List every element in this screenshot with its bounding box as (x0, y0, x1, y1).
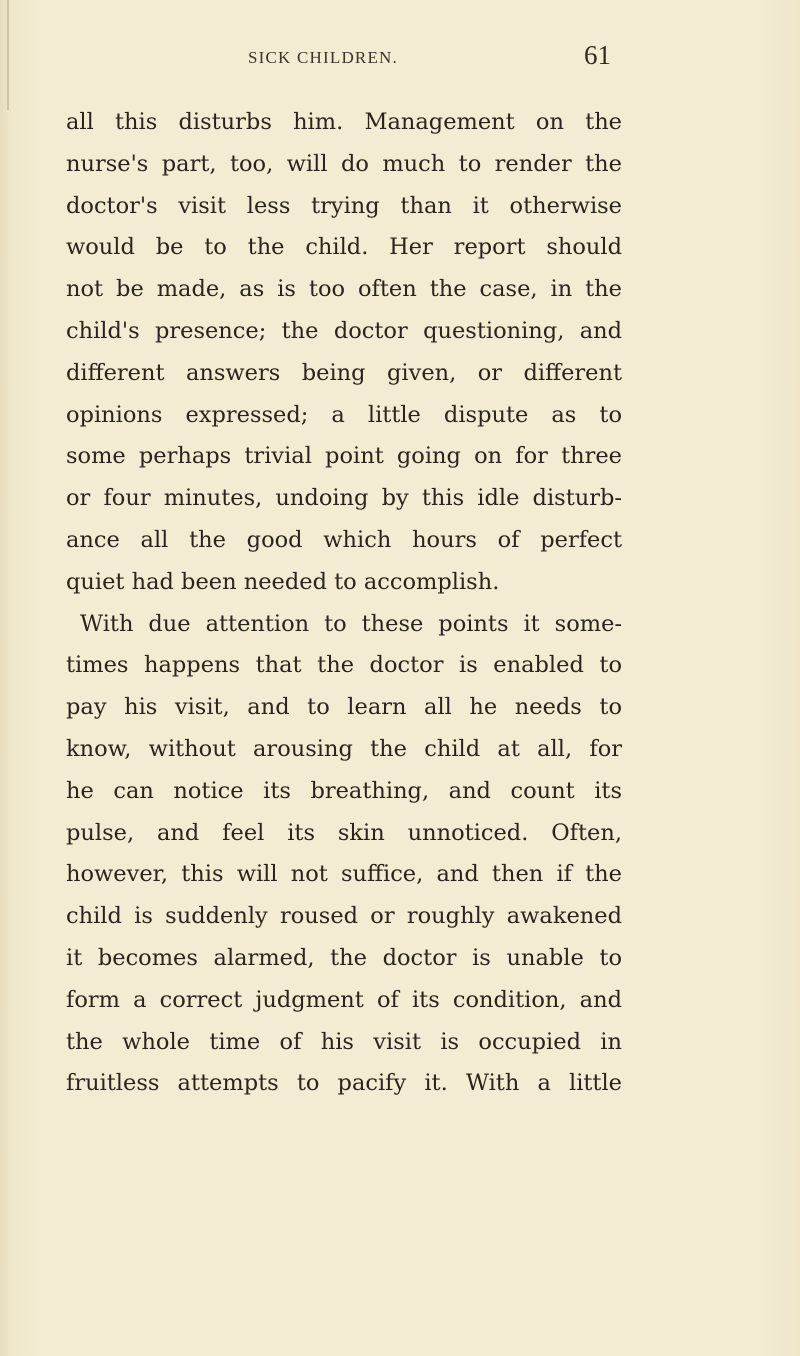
text-line: child is suddenly roused or roughly awakened (66, 903, 622, 930)
text-line: doctor's visit less trying than it otherwise (66, 192, 622, 219)
text-line: it becomes alarmed, the doctor is unable to (66, 944, 622, 971)
text-line: child's presence; the doctor questioning, and (66, 317, 622, 344)
body-text (66, 102, 622, 1105)
text-line: pulse, and feel its skin unnoticed. Often, (66, 819, 622, 846)
paragraph-start-line: With due attention to these points it some- (80, 610, 622, 637)
text-line: form a correct judgment of its condition, and (66, 986, 622, 1013)
text-line: opinions expressed; a little dispute as to (66, 401, 622, 428)
page-number: 61 (584, 40, 611, 70)
text-line: or four minutes, undoing by this idle disturb- (66, 485, 622, 512)
text-line: fruitless attempts to pacify it. With a little (66, 1070, 622, 1097)
text-line: different answers being given, or different (66, 359, 622, 386)
text-line: ance all the good which hours of perfect (66, 526, 622, 553)
text-line: pay his visit, and to learn all he needs to (66, 694, 622, 721)
text-line: times happens that the doctor is enabled to (66, 652, 622, 679)
paragraph-end-line: quiet had been needed to accomplish. (66, 568, 500, 595)
running-head (0, 42, 800, 82)
running-title: SICK CHILDREN. (248, 48, 398, 67)
text-line: however, this will not suffice, and then if the (66, 861, 622, 888)
text-line: nurse's part, too, will do much to render the (66, 150, 622, 177)
text-line: the whole time of his visit is occupied in (66, 1028, 622, 1055)
text-line: know, without arousing the child at all, for (66, 735, 622, 762)
text-line: not be made, as is too often the case, in the (66, 276, 622, 303)
text-line: some perhaps trivial point going on for three (66, 443, 622, 470)
text-line: would be to the child. Her report should (66, 234, 622, 261)
text-line: he can notice its breathing, and count its (66, 777, 622, 804)
text-line: all this disturbs him. Management on the (66, 109, 622, 135)
